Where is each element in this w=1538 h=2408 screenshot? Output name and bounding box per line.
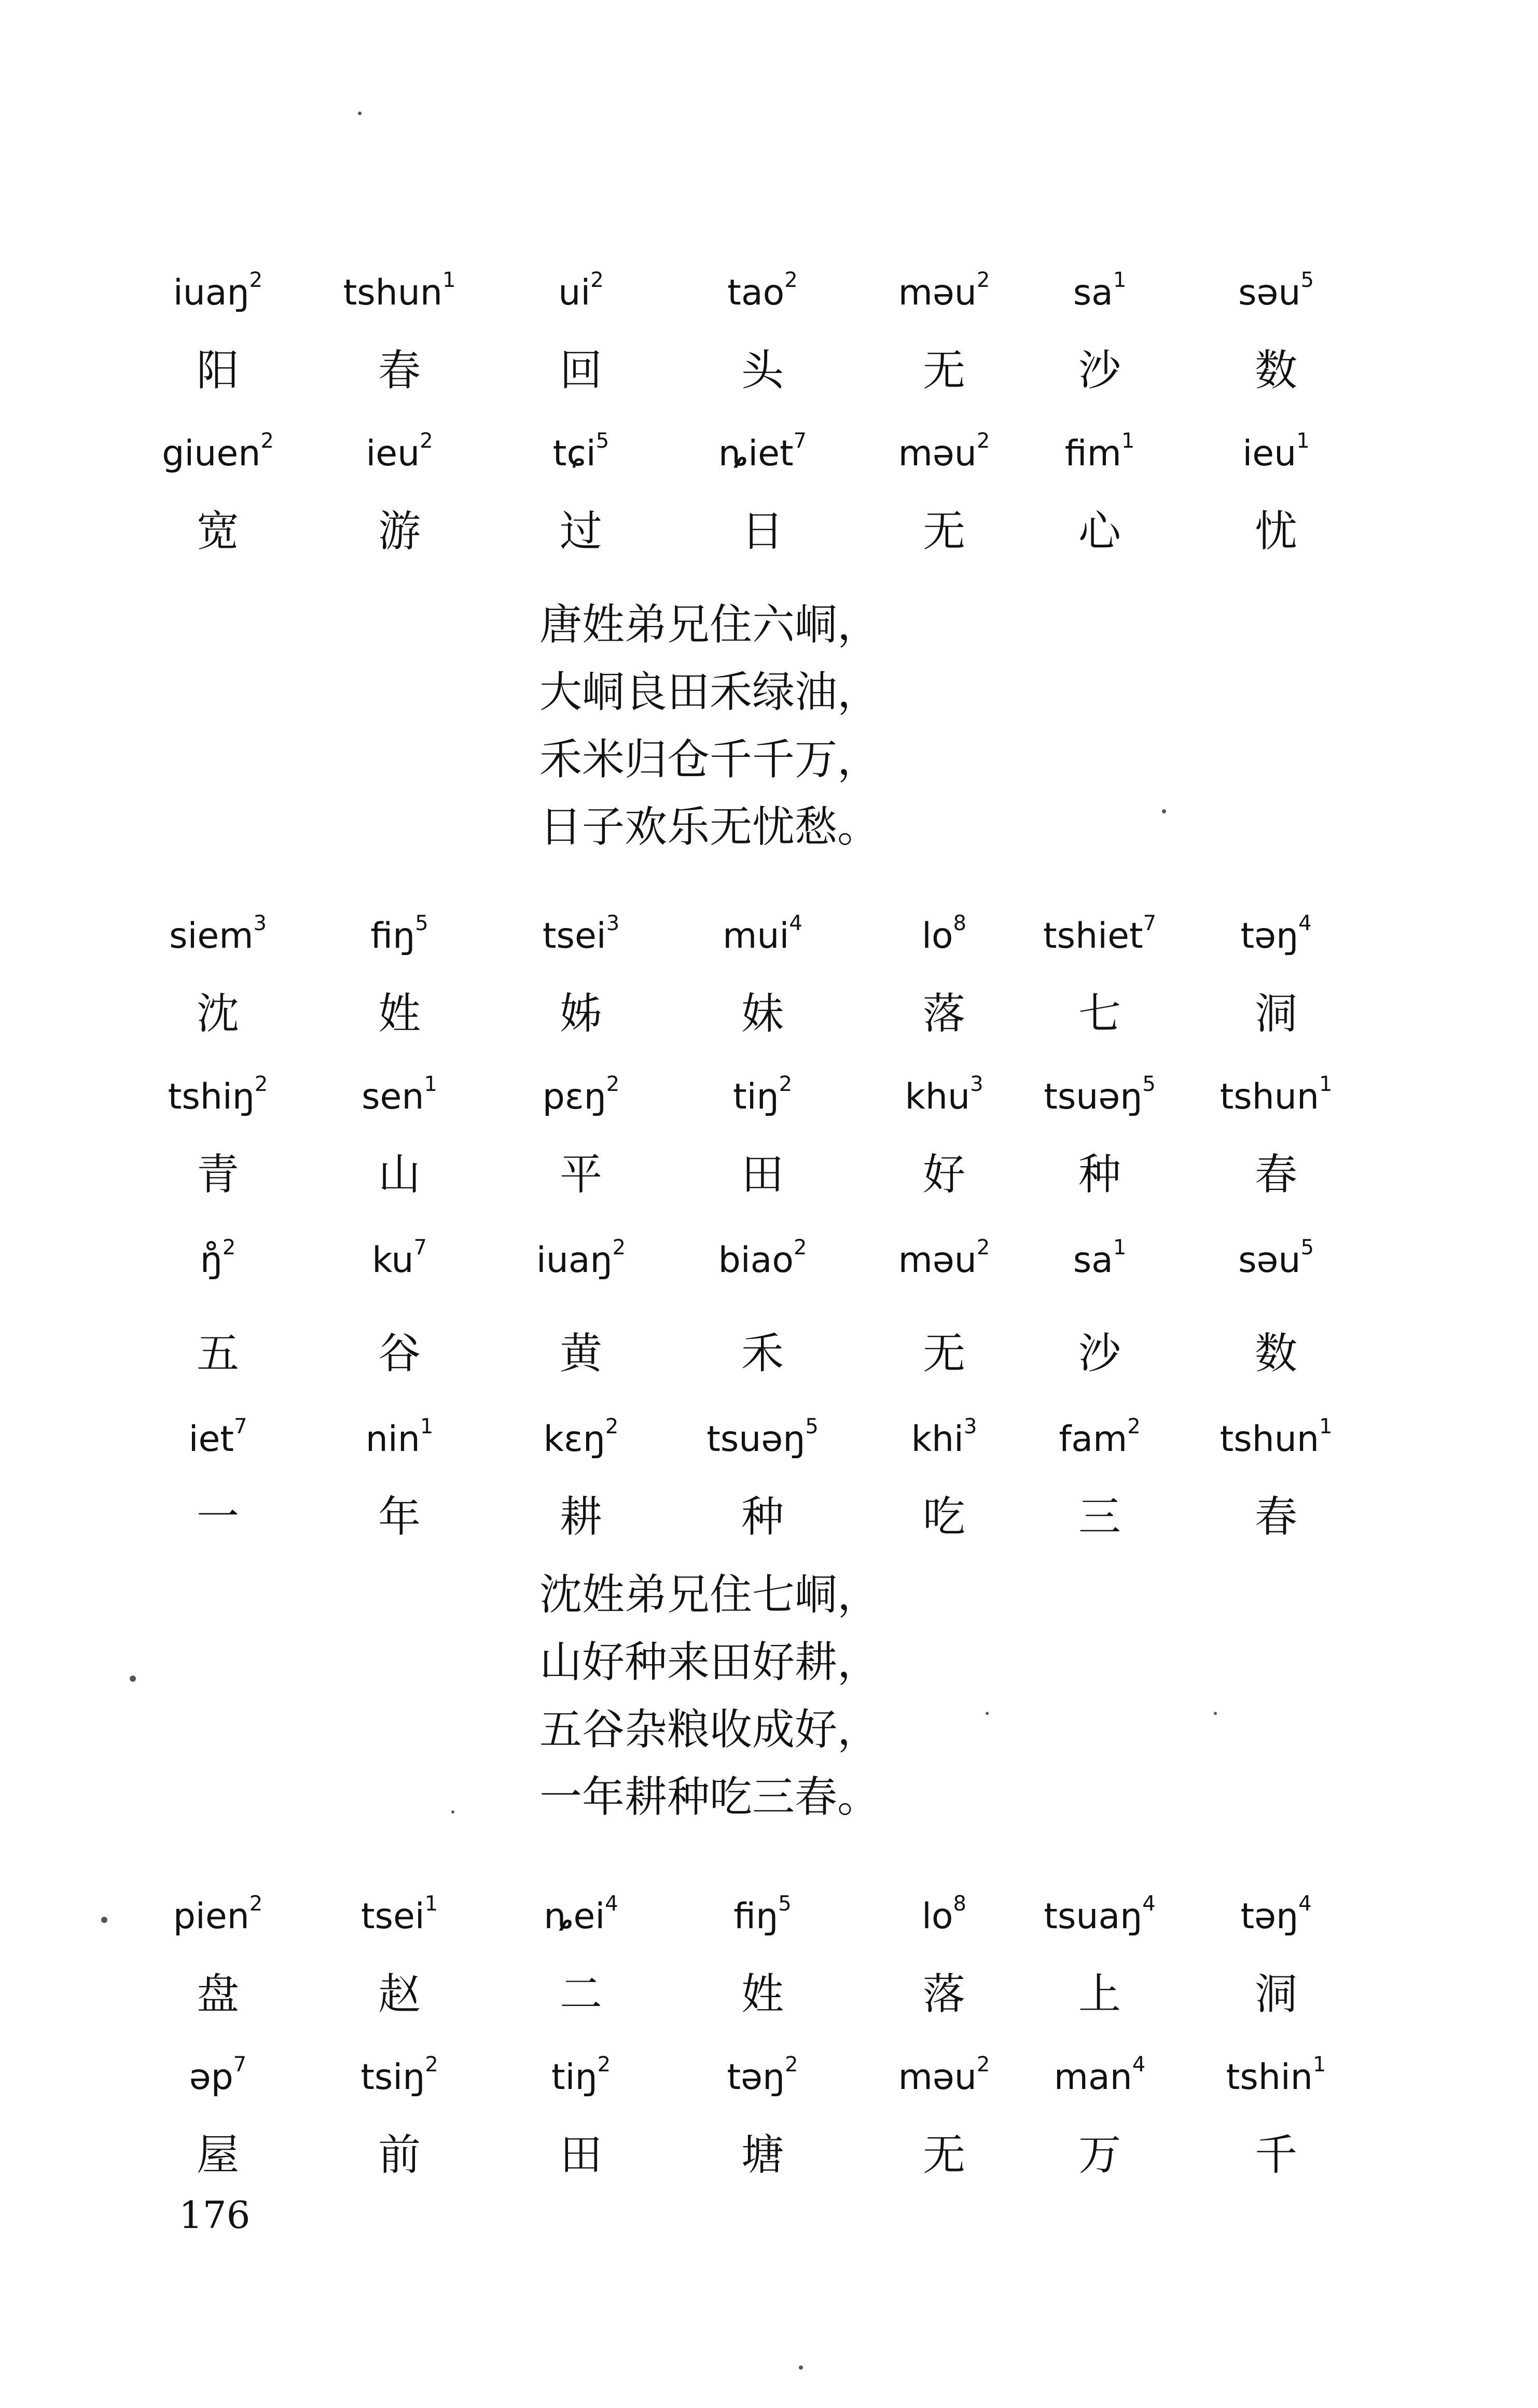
chinese-character: 日 <box>741 507 784 556</box>
tone-number: 5 <box>415 911 428 935</box>
romanized-syllable <box>856 903 1032 970</box>
tone-number: 3 <box>963 1415 977 1438</box>
romanized-syllable <box>493 2044 669 2111</box>
romanized-syllable <box>493 1406 669 1473</box>
chinese-character: 三 <box>1078 1492 1121 1542</box>
tone-number: 7 <box>233 2053 247 2077</box>
chinese-character: 春 <box>378 346 421 395</box>
tone-number: 4 <box>1298 911 1312 935</box>
tone-number: 2 <box>420 429 433 453</box>
romanized-syllable <box>1188 1063 1364 1131</box>
romanized-syllable <box>1188 259 1364 327</box>
chinese-character: 田 <box>559 2130 602 2180</box>
chinese-character: 宽 <box>196 507 239 556</box>
character-row <box>130 337 1364 405</box>
tone-number: 1 <box>1121 429 1135 453</box>
scan-speck <box>451 1810 454 1814</box>
chinese-character: 塘 <box>741 2130 784 2180</box>
tone-number: 5 <box>1300 268 1314 292</box>
syllable-base: tshiet <box>1043 916 1143 957</box>
romanized-syllable <box>856 1227 1032 1294</box>
romanized-syllable <box>311 259 488 327</box>
tone-number: 7 <box>413 1236 427 1260</box>
tone-number: 1 <box>420 1415 434 1438</box>
romanized-syllable <box>130 259 306 327</box>
syllable-base: ieu <box>1242 433 1297 474</box>
romanization-row <box>130 259 1364 327</box>
romanized-syllable <box>674 420 851 488</box>
chinese-character: 姓 <box>378 989 421 1039</box>
romanized-syllable <box>856 1883 1032 1950</box>
romanized-syllable <box>1012 420 1188 488</box>
tone-number: 1 <box>1296 429 1310 453</box>
syllable-base: khi <box>911 1419 964 1460</box>
tone-number: 5 <box>778 1892 792 1916</box>
romanization-row <box>130 1406 1364 1473</box>
syllable-base: əp <box>189 2057 233 2098</box>
tone-number: 2 <box>784 268 798 292</box>
syllable-base: məu <box>898 1240 977 1281</box>
tone-number: 2 <box>976 429 990 453</box>
romanized-syllable <box>1188 1883 1364 1950</box>
syllable-base: tsei <box>542 916 606 957</box>
chinese-character: 千 <box>1254 2130 1297 2180</box>
tone-number: 7 <box>793 429 807 453</box>
syllable-base: man <box>1054 2057 1132 2098</box>
chinese-character: 姊 <box>559 989 602 1039</box>
romanized-syllable <box>493 259 669 327</box>
chinese-character: 阳 <box>196 346 239 395</box>
romanized-syllable <box>1012 259 1188 327</box>
tone-number: 3 <box>970 1072 983 1096</box>
chinese-character: 禾 <box>741 1329 784 1378</box>
chinese-character: 前 <box>378 2130 421 2180</box>
chinese-character: 过 <box>559 507 602 556</box>
romanized-syllable <box>493 1063 669 1131</box>
syllable-base: ŋ̊ <box>200 1240 223 1281</box>
syllable-base: sen <box>362 1076 424 1117</box>
syllable-base: ȵiet <box>718 433 794 474</box>
syllable-base: tɕi <box>552 433 596 474</box>
chinese-character: 青 <box>196 1150 239 1199</box>
syllable-base: məu <box>898 433 977 474</box>
romanized-syllable <box>130 1063 306 1131</box>
romanization-row <box>130 1063 1364 1131</box>
tone-number: 1 <box>1319 1415 1333 1438</box>
syllable-base: ku <box>372 1240 414 1281</box>
tone-number: 2 <box>597 2053 611 2077</box>
chinese-character: 耕 <box>559 1492 602 1542</box>
syllable-base: tsei <box>361 1896 425 1937</box>
syllable-base: tao <box>727 272 785 313</box>
syllable-base: səu <box>1238 272 1301 313</box>
tone-number: 5 <box>595 429 609 453</box>
tone-number: 4 <box>1298 1892 1312 1916</box>
tone-number: 1 <box>424 1072 437 1096</box>
tone-number: 5 <box>1300 1236 1314 1260</box>
chinese-character: 洞 <box>1254 989 1297 1039</box>
tone-number: 2 <box>785 2053 798 2077</box>
chinese-character: 姓 <box>741 1970 784 2019</box>
tone-number: 7 <box>233 1415 247 1438</box>
syllable-base: tiŋ <box>732 1076 779 1117</box>
poem-line: 禾米归仓千千万， <box>539 735 880 784</box>
tone-number: 8 <box>953 911 966 935</box>
scan-speck <box>130 1676 136 1682</box>
romanized-syllable <box>311 420 488 488</box>
character-row <box>130 498 1364 565</box>
character-row <box>130 1320 1364 1388</box>
syllable-base: tshun <box>343 272 442 313</box>
chinese-character: 好 <box>922 1150 965 1199</box>
chinese-character: 种 <box>741 1492 784 1542</box>
tone-number: 2 <box>260 429 274 453</box>
tone-number: 1 <box>1113 268 1127 292</box>
tone-number: 8 <box>953 1892 966 1916</box>
syllable-base: təŋ <box>1240 916 1299 957</box>
tone-number: 2 <box>976 2053 990 2077</box>
poem-line: 大峒良田禾绿油， <box>539 668 880 717</box>
chinese-character: 无 <box>922 1329 965 1378</box>
poem-line: 唐姓弟兄住六峒， <box>539 600 880 649</box>
chinese-character: 年 <box>378 1492 421 1542</box>
romanized-syllable <box>1188 420 1364 488</box>
chinese-character: 落 <box>922 989 965 1039</box>
chinese-character: 春 <box>1254 1150 1297 1199</box>
romanized-syllable <box>1012 1063 1188 1131</box>
chinese-character: 无 <box>922 2130 965 2180</box>
syllable-base: iuaŋ <box>173 272 250 313</box>
poem-line: 日子欢乐无忧愁。 <box>539 802 880 852</box>
chinese-character: 无 <box>922 346 965 395</box>
romanized-syllable <box>493 420 669 488</box>
syllable-base: giuen <box>162 433 261 474</box>
scan-speck <box>101 1917 107 1923</box>
syllable-base: tshiŋ <box>168 1076 255 1117</box>
tone-number: 4 <box>789 911 802 935</box>
poem-line: 沈姓弟兄住七峒， <box>539 1570 880 1620</box>
chinese-character: 吃 <box>922 1492 965 1542</box>
tone-number: 2 <box>976 268 990 292</box>
syllable-base: tsuaŋ <box>1044 1896 1143 1937</box>
syllable-base: tiŋ <box>551 2057 598 2098</box>
romanized-syllable <box>1188 1227 1364 1294</box>
chinese-character: 心 <box>1078 507 1121 556</box>
romanized-syllable <box>493 1883 669 1950</box>
romanized-syllable <box>311 1406 488 1473</box>
romanized-syllable <box>1188 903 1364 970</box>
syllable-base: tsuəŋ <box>1044 1076 1143 1117</box>
chinese-character: 屋 <box>196 2130 239 2180</box>
syllable-base: təŋ <box>727 2057 785 2098</box>
chinese-character: 盘 <box>196 1970 239 2019</box>
tone-number: 1 <box>1312 2053 1326 2077</box>
romanized-syllable <box>674 2044 851 2111</box>
romanized-syllable <box>674 1406 851 1473</box>
page-number: 176 <box>179 2193 251 2237</box>
poem-line: 山好种来田好耕， <box>539 1638 880 1687</box>
scan-speck <box>799 2365 803 2370</box>
character-row <box>130 1961 1364 2028</box>
tone-number: 2 <box>590 268 604 292</box>
romanized-syllable <box>1012 1227 1188 1294</box>
scan-speck <box>1162 809 1166 813</box>
romanization-row <box>130 903 1364 970</box>
character-row <box>130 2122 1364 2189</box>
tone-number: 4 <box>1132 2053 1146 2077</box>
syllable-base: nin <box>365 1419 420 1460</box>
tone-number: 4 <box>605 1892 618 1916</box>
romanized-syllable <box>1012 2044 1188 2111</box>
chinese-character: 游 <box>378 507 421 556</box>
syllable-base: kɛŋ <box>543 1419 605 1460</box>
character-row <box>130 1484 1364 1551</box>
chinese-character: 上 <box>1078 1970 1121 2019</box>
romanized-syllable <box>311 1883 488 1950</box>
syllable-base: tsiŋ <box>361 2057 425 2098</box>
romanized-syllable <box>493 1227 669 1294</box>
tone-number: 1 <box>442 268 456 292</box>
tone-number: 2 <box>249 268 263 292</box>
tone-number: 2 <box>1127 1415 1141 1438</box>
chinese-character: 回 <box>559 346 602 395</box>
romanized-syllable <box>856 1063 1032 1131</box>
syllable-base: ui <box>558 272 591 313</box>
romanized-syllable <box>674 259 851 327</box>
romanized-syllable <box>130 1883 306 1950</box>
romanized-syllable <box>130 420 306 488</box>
chinese-character: 一 <box>196 1492 239 1542</box>
chinese-character: 万 <box>1078 2130 1121 2180</box>
chinese-character: 春 <box>1254 1492 1297 1542</box>
scan-speck <box>1214 1712 1217 1715</box>
romanized-syllable <box>1188 2044 1364 2111</box>
syllable-base: pien <box>173 1896 250 1937</box>
romanized-syllable <box>1012 903 1188 970</box>
tone-number: 5 <box>1142 1072 1156 1096</box>
romanized-syllable <box>130 1227 306 1294</box>
romanized-syllable <box>130 903 306 970</box>
chinese-character: 沈 <box>196 989 239 1039</box>
chinese-character: 平 <box>559 1150 602 1199</box>
chinese-character: 谷 <box>378 1329 421 1378</box>
romanized-syllable <box>311 903 488 970</box>
tone-number: 3 <box>253 911 267 935</box>
syllable-base: ȵei <box>544 1896 605 1937</box>
romanized-syllable <box>674 1883 851 1950</box>
syllable-base: fiŋ <box>370 916 415 957</box>
syllable-base: khu <box>905 1076 971 1117</box>
syllable-base: pɛŋ <box>542 1076 606 1117</box>
tone-number: 2 <box>779 1072 793 1096</box>
romanization-row <box>130 420 1364 488</box>
romanized-syllable <box>674 1227 851 1294</box>
syllable-base: mui <box>723 916 789 957</box>
chinese-character: 二 <box>559 1970 602 2019</box>
romanized-syllable <box>1012 1883 1188 1950</box>
character-row <box>130 1141 1364 1209</box>
poem-verse <box>539 1561 1162 1831</box>
tone-number: 2 <box>606 1072 620 1096</box>
syllable-base: siem <box>169 916 254 957</box>
romanization-row <box>130 1883 1364 1950</box>
chinese-character: 五 <box>196 1329 239 1378</box>
syllable-base: iuaŋ <box>536 1240 613 1281</box>
syllable-base: səu <box>1238 1240 1301 1281</box>
chinese-character: 头 <box>741 346 784 395</box>
romanization-row <box>130 1227 1364 1294</box>
romanized-syllable <box>311 2044 488 2111</box>
tone-number: 2 <box>793 1236 807 1260</box>
chinese-character: 种 <box>1078 1150 1121 1199</box>
character-row <box>130 980 1364 1048</box>
syllable-base: tshun <box>1220 1419 1319 1460</box>
syllable-base: fiŋ <box>733 1896 779 1937</box>
chinese-character: 赵 <box>378 1970 421 2019</box>
tone-number: 1 <box>424 1892 438 1916</box>
romanized-syllable <box>856 420 1032 488</box>
romanized-syllable <box>311 1063 488 1131</box>
syllable-base: məu <box>898 2057 977 2098</box>
romanized-syllable <box>1188 1406 1364 1473</box>
tone-number: 5 <box>805 1415 819 1438</box>
romanized-syllable <box>674 1063 851 1131</box>
syllable-base: tshin <box>1226 2057 1313 2098</box>
syllable-base: sa <box>1073 272 1113 313</box>
poem-verse <box>539 591 1162 861</box>
romanized-syllable <box>856 1406 1032 1473</box>
syllable-base: tshun <box>1220 1076 1319 1117</box>
tone-number: 2 <box>254 1072 268 1096</box>
romanized-syllable <box>674 903 851 970</box>
chinese-character: 妹 <box>741 989 784 1039</box>
romanized-syllable <box>130 2044 306 2111</box>
romanized-syllable <box>1012 1406 1188 1473</box>
romanized-syllable <box>311 1227 488 1294</box>
syllable-base: iet <box>188 1419 234 1460</box>
syllable-base: lo <box>922 916 953 957</box>
tone-number: 1 <box>1113 1236 1127 1260</box>
tone-number: 1 <box>1319 1072 1333 1096</box>
tone-number: 2 <box>976 1236 990 1260</box>
syllable-base: təŋ <box>1240 1896 1299 1937</box>
tone-number: 4 <box>1142 1892 1156 1916</box>
chinese-character: 数 <box>1254 346 1297 395</box>
chinese-character: 洞 <box>1254 1970 1297 2019</box>
chinese-character: 沙 <box>1078 1329 1121 1378</box>
tone-number: 7 <box>1143 911 1157 935</box>
romanized-syllable <box>493 903 669 970</box>
chinese-character: 山 <box>378 1150 421 1199</box>
tone-number: 3 <box>606 911 620 935</box>
syllable-base: fim <box>1064 433 1121 474</box>
chinese-character: 黄 <box>559 1329 602 1378</box>
poem-line: 一年耕种吃三春。 <box>539 1773 880 1822</box>
chinese-character: 沙 <box>1078 346 1121 395</box>
syllable-base: məu <box>898 272 977 313</box>
chinese-character: 无 <box>922 507 965 556</box>
chinese-character: 数 <box>1254 1329 1297 1378</box>
romanization-row <box>130 2044 1364 2111</box>
syllable-base: sa <box>1073 1240 1113 1281</box>
tone-number: 2 <box>249 1892 263 1916</box>
tone-number: 2 <box>222 1236 236 1260</box>
syllable-base: lo <box>922 1896 953 1937</box>
tone-number: 2 <box>425 2053 438 2077</box>
chinese-character: 忧 <box>1254 507 1297 556</box>
chinese-character: 落 <box>922 1970 965 2019</box>
tone-number: 2 <box>605 1415 619 1438</box>
chinese-character: 田 <box>741 1150 784 1199</box>
chinese-character: 七 <box>1078 989 1121 1039</box>
syllable-base: biao <box>718 1240 794 1281</box>
syllable-base: tsuəŋ <box>706 1419 806 1460</box>
scan-speck <box>986 1712 989 1715</box>
romanized-syllable <box>856 2044 1032 2111</box>
tone-number: 2 <box>612 1236 626 1260</box>
syllable-base: ieu <box>366 433 420 474</box>
poem-line: 五谷杂粮收成好， <box>539 1705 880 1754</box>
romanized-syllable <box>130 1406 306 1473</box>
syllable-base: fam <box>1059 1419 1128 1460</box>
romanized-syllable <box>856 259 1032 327</box>
scan-speck <box>358 112 362 115</box>
